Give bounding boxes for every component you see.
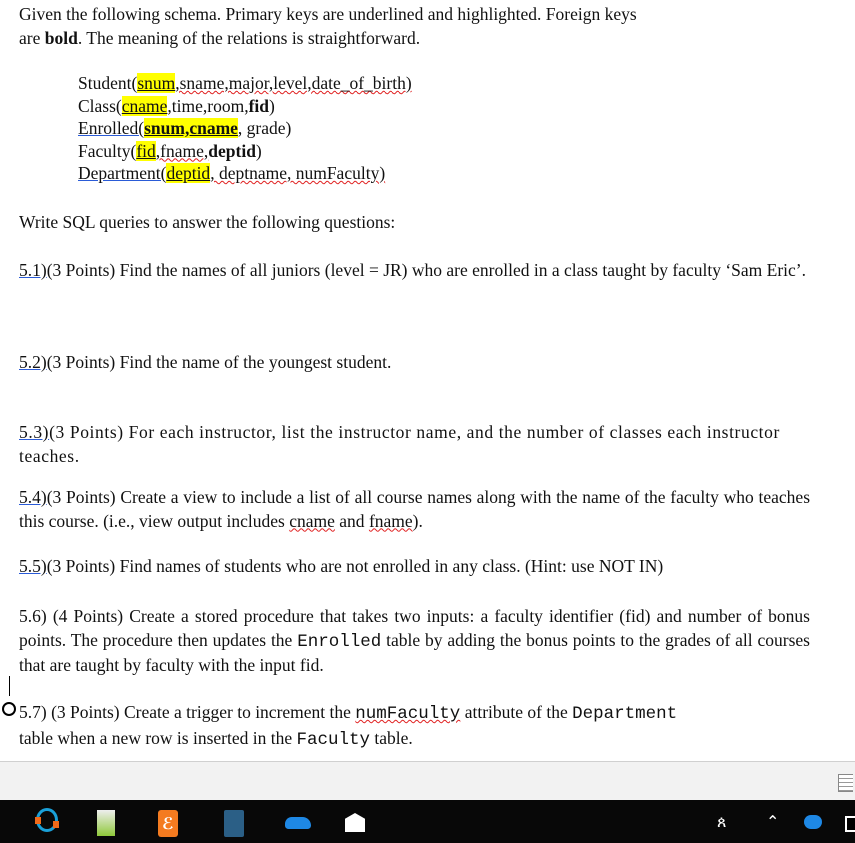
question-text: table. [370,727,413,748]
intro-bold: bold [44,27,78,48]
question-number: 5.2) [19,352,47,372]
relation-name: Class( [78,95,122,116]
read-mode-icon[interactable] [838,774,853,792]
relation-name: Student( [78,73,138,93]
code-text: Department [572,704,678,724]
question-text: cname [289,510,335,531]
action-center-icon[interactable] [845,816,855,832]
attributes: ,sname,major,level,date_of_birth) [175,73,412,93]
foreign-key: fid [248,95,270,116]
question-number: 5.4) [19,487,47,507]
intro-text: Given the following schema. Primary keys are underlined and highlighted. Foreign keys [19,4,637,24]
question-5-5 [19,555,810,579]
question-number: 5.5) [19,556,47,576]
relation-name: Faculty( [78,140,137,161]
primary-key: snum,cname [144,118,238,138]
chevron-up-icon[interactable]: ⌃ [766,812,780,831]
attributes: ) [269,95,275,116]
onedrive-icon[interactable] [285,817,311,829]
question-5-6 [19,605,810,678]
question-text: 5.6) (4 Points) Create a stored procedure that takes two inputs: a faculty identifier (fid) and number of bonus points. The procedure then updates the [19,606,810,650]
schema-list [78,72,810,185]
instruction-text: Write SQL queries to answer the following questions: [19,212,396,232]
notepad-plus-icon[interactable] [97,810,115,836]
origin-icon[interactable] [36,808,58,832]
attributes: , deptname, numFaculty) [210,163,386,183]
question-text: (3 Points) Create a view to include a list of all course names along with the name of the faculty who teaches this course. (i.e., view output includes [19,487,810,531]
text-cursor [9,676,10,696]
xampp-icon[interactable]: ℰ [158,810,178,837]
question-text: table when a new row is inserted in the [19,727,297,748]
question-text: attribute of the [460,702,573,722]
question-5-3 [19,421,810,468]
relation-name: Enrolled( [78,118,145,138]
primary-key: snum [137,73,176,93]
question-text: fname [368,510,413,531]
question-number: 5.3) [19,422,50,442]
primary-key: cname [121,95,168,116]
mouse-cursor-icon [2,702,16,716]
question-5-1 [19,259,810,283]
intro-paragraph [19,3,810,50]
question-number: 5.1) [19,260,47,280]
question-text: table by adding the bonus points to the grades of all courses that are taught by faculty with the input fid. [19,629,810,675]
question-text: and [334,510,369,531]
schema-enrolled [78,117,810,140]
relation-name: Department( [78,163,167,183]
question-text: (3 Points) For each instructor, list the instructor name, and the number of classes each instructor teaches. [19,422,780,466]
onedrive-sync-icon[interactable] [804,815,822,829]
schema-student [78,72,810,95]
taskbar [0,800,855,843]
attributes: ,time,room, [167,95,249,116]
code-text: numFaculty [355,704,461,724]
intro-text: . The meaning of the relations is straightforward. [77,27,421,48]
mail-icon[interactable] [345,813,365,832]
question-text: (3 Points) Find the name of the youngest student. [46,352,392,372]
question-text: (3 Points) Find the names of all juniors (level = JR) who are enrolled in a class taught by faculty ‘Sam Eric’. [46,260,806,280]
question-text: 5.7) (3 Points) Create a trigger to increment the [19,702,356,722]
intro-text: are [19,27,45,48]
schema-faculty [78,140,810,163]
question-text: ). [412,510,423,531]
primary-key: deptid [166,163,211,183]
question-text: (3 Points) Find names of students who are not enrolled in any class. (Hint: use NOT IN) [46,556,664,576]
code-text: Faculty [296,729,371,750]
schema-department [78,162,810,185]
question-5-4 [19,486,810,533]
schema-class [78,95,810,118]
question-5-7 [19,701,810,752]
attributes: ) [255,140,262,161]
status-bar [0,761,855,801]
foreign-key: deptid [208,140,256,161]
code-text: Enrolled [297,631,382,652]
primary-key: fid [136,140,156,161]
question-5-2 [19,351,810,375]
attributes: ,fname, [155,140,209,161]
attributes: , grade) [237,118,292,138]
mysql-workbench-icon[interactable] [224,810,244,837]
people-icon[interactable]: ጰ [717,812,727,831]
